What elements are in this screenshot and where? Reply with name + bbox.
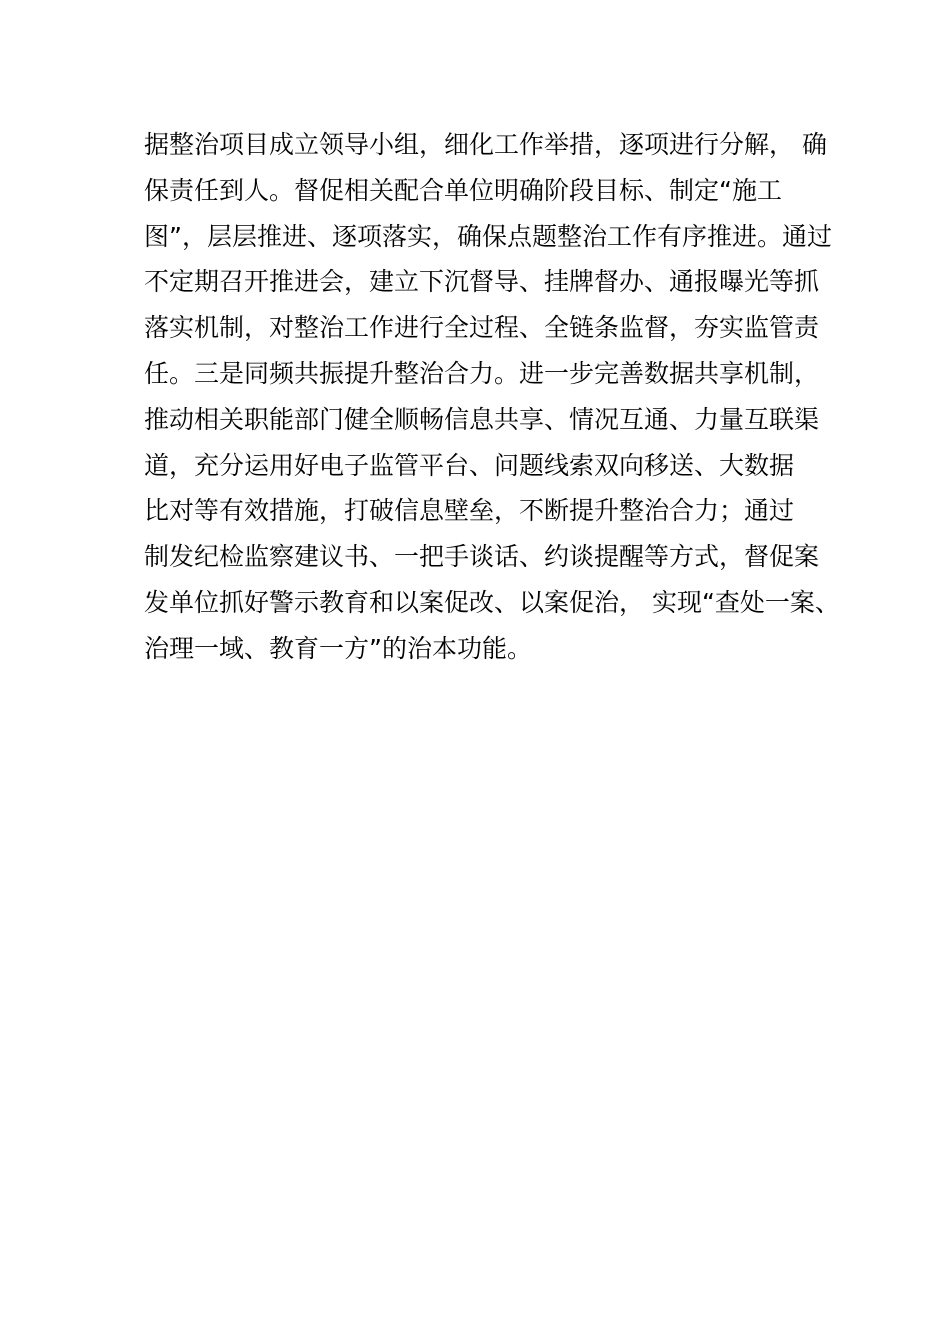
paragraph-line: 制发纪检监察建议书、一把手谈话、约谈提醒等方式，督促案 [144, 542, 820, 572]
paragraph-line: 任。三是同频共振提升整治合力。进一步完善数据共享机制， [144, 358, 820, 388]
paragraph-line: 推动相关职能部门健全顺畅信息共享、情况互通、力量互联渠 [144, 404, 820, 434]
paragraph-line: 落实机制，对整治工作进行全过程、全链条监督，夯实监管责 [144, 313, 820, 343]
paragraph-line: 据整治项目成立领导小组，细化工作举措，逐项进行分解， 确 [144, 130, 827, 159]
paragraph-line: 不定期召开推进会，建立下沉督导、挂牌督办、通报曝光等抓 [144, 267, 820, 297]
paragraph-line: 比对等有效措施，打破信息壁垒，不断提升整治合力；通过 [144, 496, 795, 526]
paragraph-line: 图”，层层推进、逐项落实，确保点题整治工作有序推进。通过 [144, 221, 832, 251]
paragraph-line: 治理一域、教育一方”的治本功能。 [144, 633, 532, 663]
paragraph-line: 道，充分运用好电子监管平台、问题线索双向移送、大数据 [144, 450, 795, 480]
paragraph-line: 发单位抓好警示教育和以案促改、以案促治， 实现“查处一案、 [144, 587, 840, 617]
body-paragraph [144, 122, 840, 672]
paragraph-line: 保责任到人。督促相关配合单位明确阶段目标、制定“施工 [144, 175, 782, 205]
